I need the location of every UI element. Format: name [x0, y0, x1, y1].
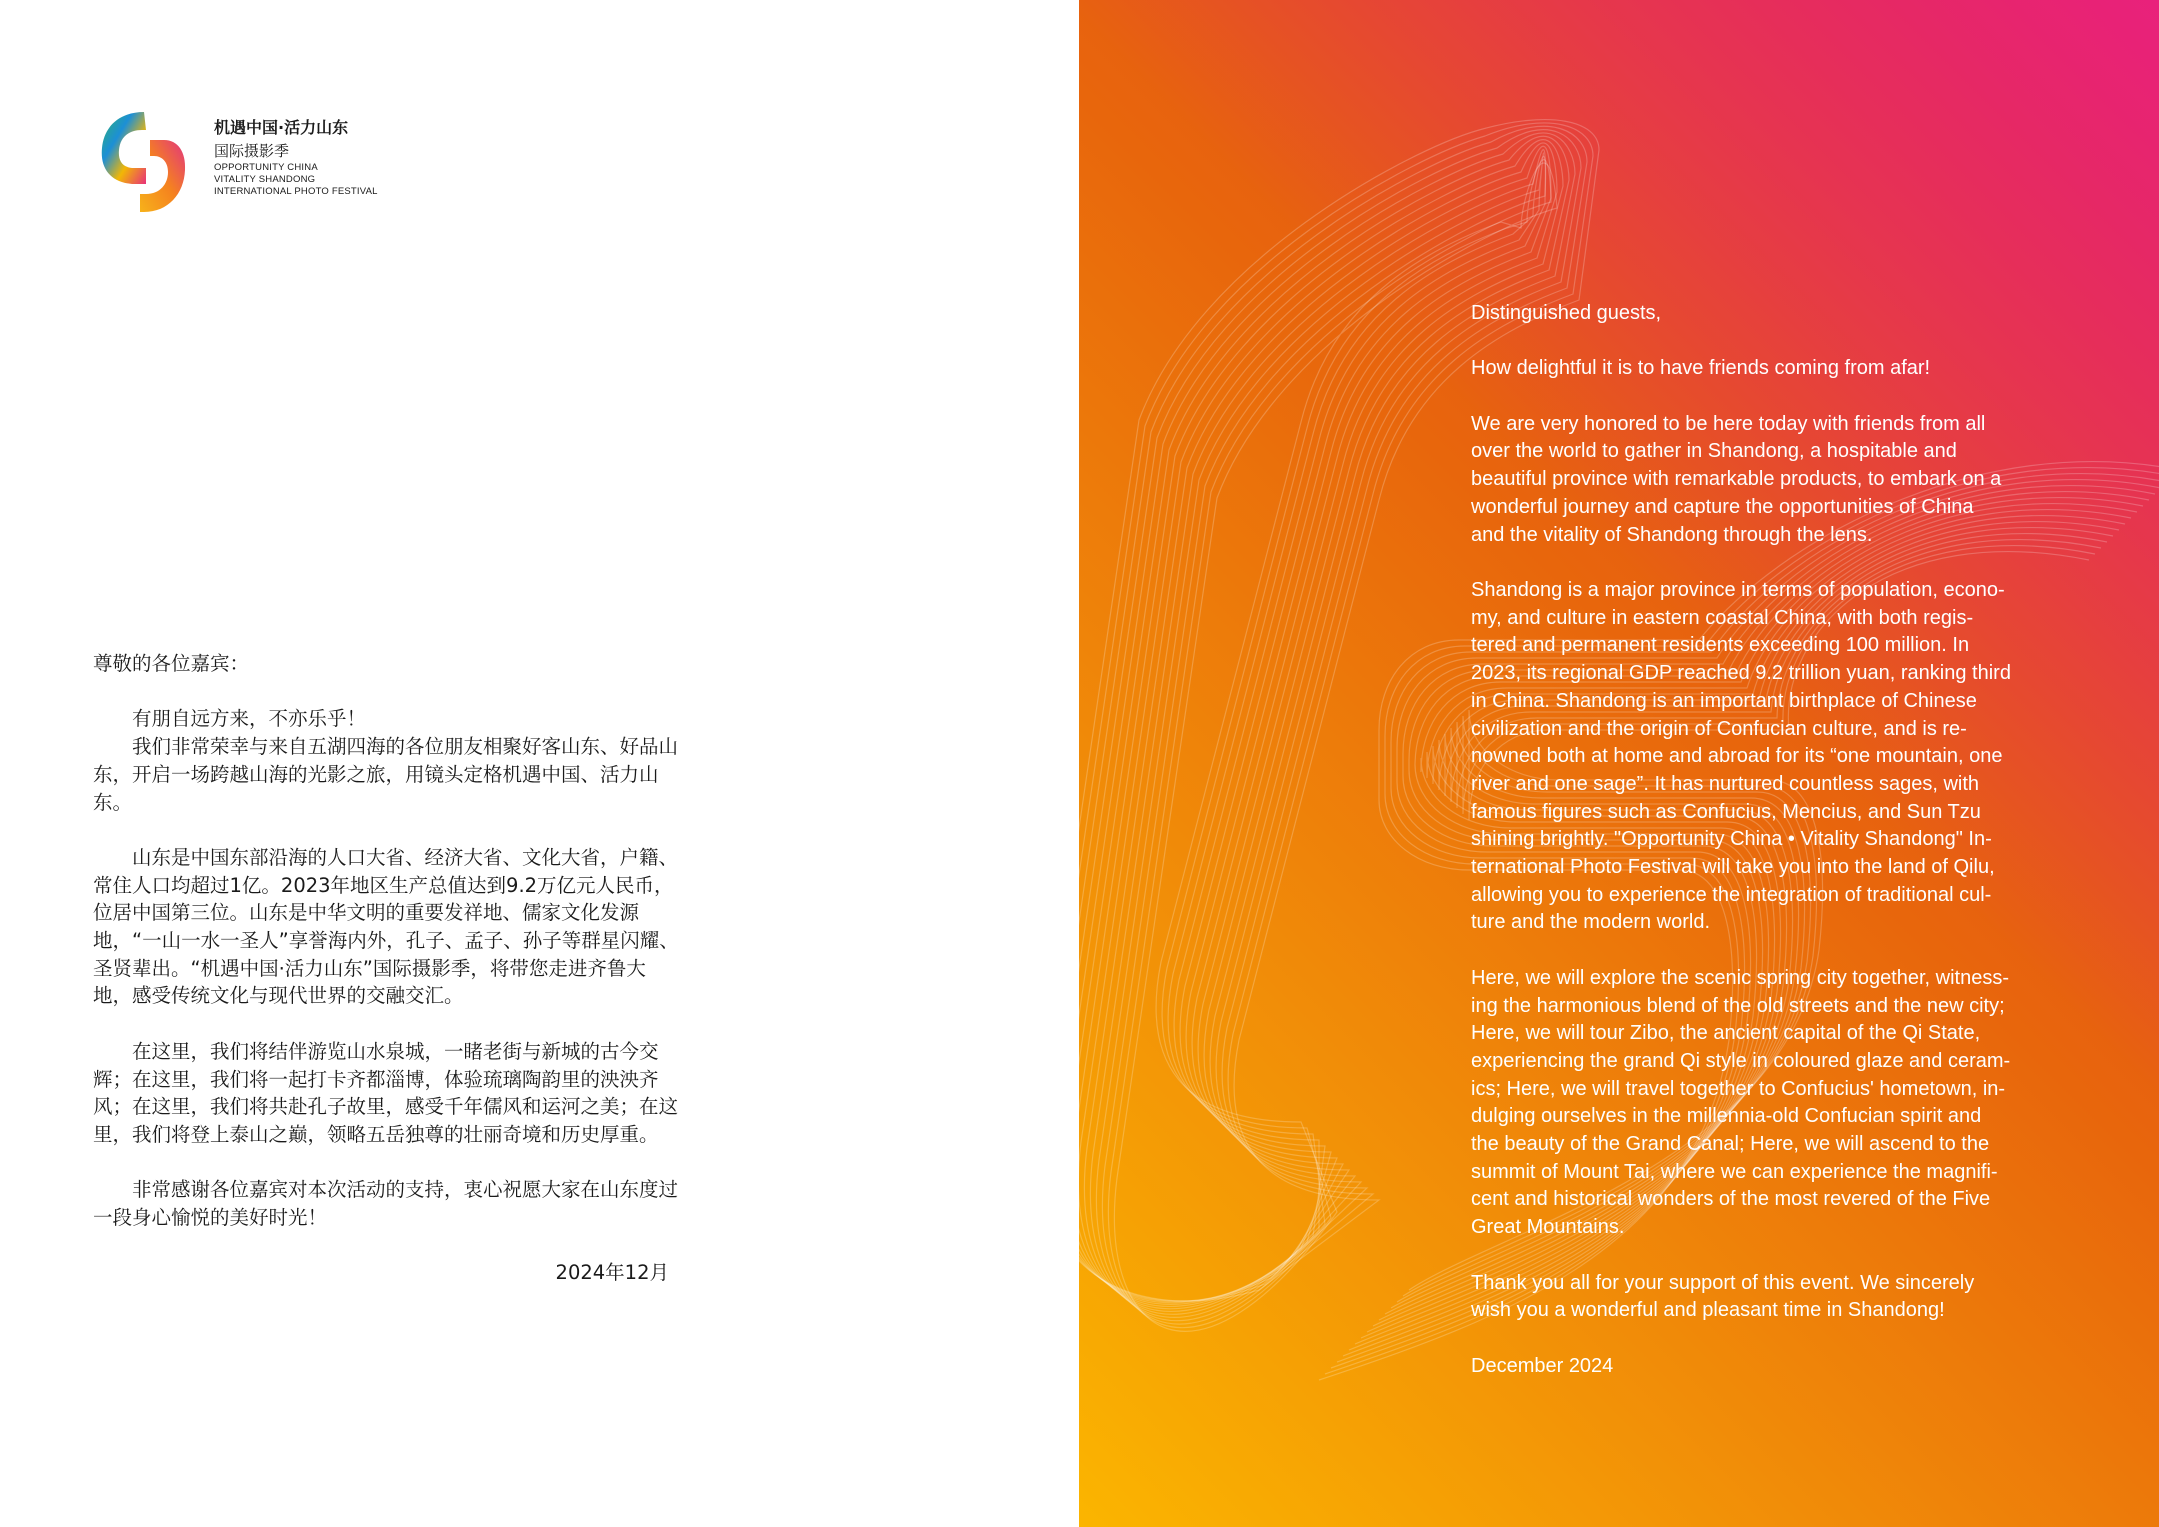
festival-logo — [98, 108, 398, 218]
en-p2-line: and the vitality of Shandong through the lens. — [1471, 523, 1873, 546]
cn-paragraph-3: 在这里，我们将结伴游览山水泉城，一睹老街与新城的古今交辉；在这里，我们将一起打卡齐都淄博，体验琉璃陶韵里的泱泱齐风；在这里，我们将共赴孔子故里，感受千年儒风和运河之美；在这里，我们将登上泰山之巅，领略五岳独尊的壮丽奇境和历史厚重。 — [93, 1039, 679, 1146]
cn-paragraph-1-line-1: 有朋自远方来，不亦乐乎！ — [132, 707, 367, 731]
en-p2-line: wonderful journey and capture the opportunities of China — [1471, 495, 1974, 518]
festival-logo-mark-icon — [98, 108, 190, 216]
chinese-letter — [93, 650, 683, 1287]
logo-line-en-2: VITALITY SHANDONG — [214, 174, 316, 185]
en-p4-line: the beauty of the Grand Canal; Here, we will ascend to the — [1471, 1133, 1990, 1156]
en-p3-line: my, and culture in eastern coastal China, with both regis- — [1471, 606, 1974, 629]
en-p3-line: ternational Photo Festival will take you into the land of Qilu, — [1471, 856, 1995, 879]
en-p2-line: beautiful province with remarkable products, to embark on a — [1471, 468, 2002, 491]
en-p2-line: over the world to gather in Shandong, a hospitable and — [1471, 440, 1957, 463]
en-p4-line: summit of Mount Tai, where we can experience the magnifi- — [1471, 1160, 1998, 1183]
en-p3-line: nowned both at home and abroad for its “one mountain, one — [1471, 745, 2003, 768]
en-paragraph-2 — [1471, 411, 2071, 550]
en-salutation: Distinguished guests, — [1471, 302, 1662, 324]
en-p3-line: allowing you to experience the integration of traditional cul- — [1471, 883, 1992, 906]
logo-subtitle-cn: 国际摄影季 — [214, 142, 290, 160]
en-p3-line: tered and permanent residents exceeding 100 million. In — [1471, 634, 1970, 657]
en-p3-line: in China. Shandong is an important birthplace of Chinese — [1471, 689, 1977, 712]
en-date: December 2024 — [1471, 1354, 1614, 1377]
en-p3-line: ture and the modern world. — [1471, 911, 1711, 934]
en-p3-line: shining brightly. "Opportunity China • Vitality Shandong" In- — [1471, 828, 1992, 851]
logo-line-en-3: INTERNATIONAL PHOTO FESTIVAL — [214, 186, 378, 197]
en-paragraph-3 — [1471, 577, 2071, 937]
logo-title-cn: 机遇中国·活力山东 — [214, 118, 349, 137]
en-p4-line: dulging ourselves in the millennia-old Confucian spirit and — [1471, 1105, 1982, 1128]
en-paragraph-4 — [1471, 965, 2071, 1242]
en-paragraph-1: How delightful it is to have friends coming from afar! — [1471, 357, 1931, 380]
en-p3-line: Shandong is a major province in terms of population, econo- — [1471, 578, 2005, 601]
cn-paragraph-2: 山东是中国东部沿海的人口大省、经济大省、文化大省，户籍、常住人口均超过1亿。2023年地区生产总值达到9.2万亿元人民币，位居中国第三位。山东是中华文明的重要发祥地、儒家文化发源地，“一山一水一圣人”享誉海内外，孔子、孟子、孙子等群星闪耀、圣贤辈出。“机遇中国·活力山东”国际摄影季，将带您走进齐鲁大地，感受传统文化与现代世界的交融交汇。 — [93, 845, 679, 1008]
en-p4-line: cent and historical wonders of the most revered of the Five — [1471, 1188, 1991, 1211]
cn-salutation: 尊敬的各位嘉宾： — [93, 652, 250, 675]
en-p3-line: famous figures such as Confucius, Mencius, and Sun Tzu — [1471, 800, 1981, 823]
english-letter — [1471, 300, 2071, 1408]
right-page-english — [1079, 0, 2159, 1527]
logo-text-block — [214, 118, 378, 198]
en-p4-line: experiencing the grand Qi style in coloured glaze and ceram- — [1471, 1049, 2011, 1072]
en-p4-line: Great Mountains. — [1471, 1216, 1625, 1239]
cn-paragraph-1-line-2: 我们非常荣幸与来自五湖四海的各位朋友相聚好客山东、好品山东，开启一场跨越山海的光影之旅，用镜头定格机遇中国、活力山东。 — [93, 735, 679, 814]
en-p4-line: Here, we will explore the scenic spring city together, witness- — [1471, 966, 2010, 989]
logo-line-en-1: OPPORTUNITY CHINA — [214, 162, 318, 173]
left-page-chinese — [0, 0, 1079, 1527]
en-p3-line: river and one sage”. It has nurtured countless sages, with — [1471, 772, 1980, 795]
en-p4-line: ics; Here, we will travel together to Confucius' hometown, in- — [1471, 1077, 2006, 1100]
en-p3-line: 2023, its regional GDP reached 9.2 trillion yuan, ranking third — [1471, 662, 2011, 685]
en-p5-line: wish you a wonderful and pleasant time in Shandong! — [1471, 1299, 1945, 1322]
en-paragraph-5 — [1471, 1270, 2071, 1325]
en-p2-line: We are very honored to be here today with friends from all — [1471, 412, 1986, 435]
en-p5-line: Thank you all for your support of this event. We sincerely — [1471, 1271, 1975, 1294]
cn-paragraph-4: 非常感谢各位嘉宾对本次活动的支持，衷心祝愿大家在山东度过一段身心愉悦的美好时光！ — [93, 1178, 679, 1229]
en-p4-line: ing the harmonious blend of the old streets and the new city; — [1471, 994, 2005, 1017]
en-p4-line: Here, we will tour Zibo, the ancient capital of the Qi State, — [1471, 1022, 1981, 1045]
en-p3-line: civilization and the origin of Confucian culture, and is re- — [1471, 717, 1967, 740]
cn-date: 2024年12月 — [555, 1261, 669, 1285]
